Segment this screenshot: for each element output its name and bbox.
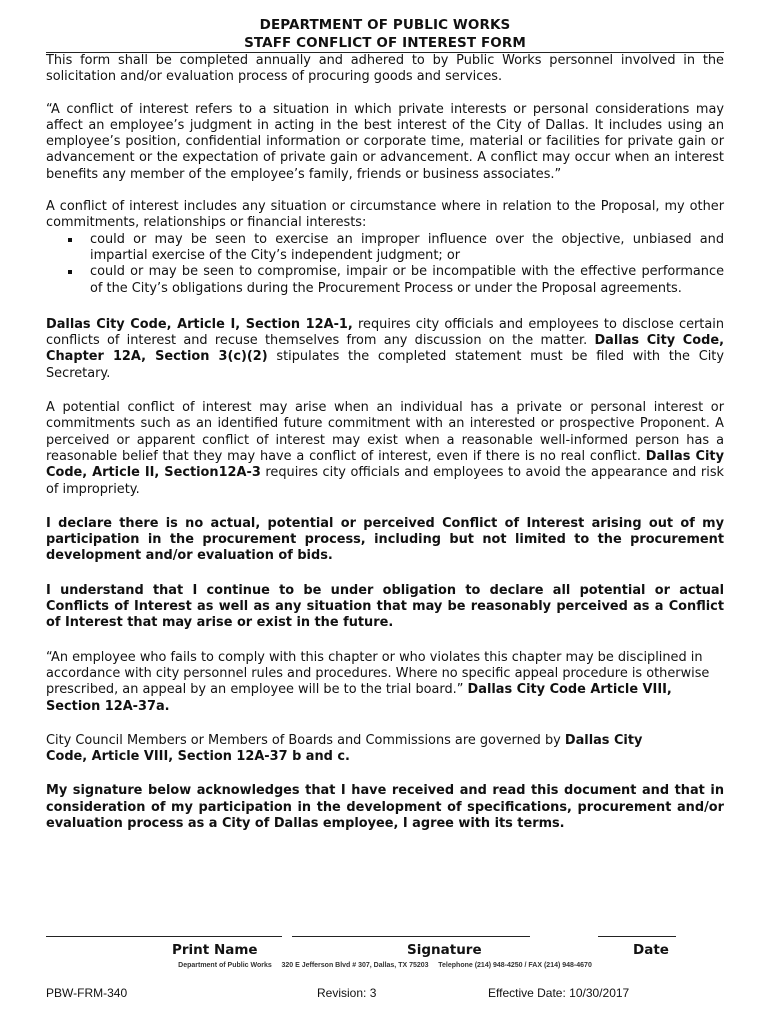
potential-conflict-paragraph: A potential conflict of interest may arise when an individual has a private or personal interest or commitments such as an identified future commitment with an interested or prospective Proponent. A perceived or apparent conflict of interest may exist when a reasonable well-informed person has a reasonable belief that they may have a conflict of interest, even if there is no real conflict. Dallas City Code, Article II, Section12A-3 requires city officials and employees to avoid the appearance and risk of impropriety. — [46, 400, 725, 497]
code-reference: Dallas City Code, Article I, Section 12A-1, — [46, 316, 353, 332]
code-reference: Dallas City Code, Chapter 12A, Section 3(c)(2) — [46, 333, 724, 365]
square-bullet-icon — [68, 238, 72, 242]
code-reference: Dallas City Code, Article VIII, Section 12A-37 b and c. — [46, 732, 643, 765]
penalty-quote: “An employee who fails to comply with this chapter or who violates this chapter may be disciplined in accordance with city personnel rules and procedures. Where no specific appeal procedure is otherwise prescribed, an appeal by an employee will be to the trial board.” Dallas City Code Article VIII, Section 12A-37a. — [46, 649, 710, 714]
bullet-text: could or may be seen to compromise, impair or be incompatible with the effective performance of the City’s obligations during the Procurement Process or under the Proposal agreements. — [90, 264, 724, 296]
obligation-statement: I understand that I continue to be under obligation to declare all potential or actual Conflicts of Interest as well as any situation that may be reasonably perceived as a Conflict of Interest that may arise or exist in the future. — [46, 582, 724, 631]
signature-block — [46, 920, 724, 980]
bullet-item — [46, 264, 724, 297]
department-address: Department of Public Works 320 E Jefferson Blvd # 307, Dallas, TX 75203 Telephone (214) 948-4250 / FAX (214) 948-4670 — [178, 962, 592, 969]
definition-quote: “A conflict of interest refers to a situation in which private interests or personal considerations may affect an employee’s judgment in acting in the best interest of the City of Dallas. It includes using an employee’s position, confidential information or corporate time, material or facilities for private gain or advancement or the expectation of private gain or advancement. A conflict may occur when an interest benefits any member of the employee’s family, friends or business associates.” — [46, 101, 724, 182]
bullet-text: could or may be seen to exercise an improper influence over the objective, unbiased and impartial exercise of the City’s independent judgment; or — [90, 231, 724, 263]
date-line[interactable] — [598, 936, 676, 937]
code-reference: Dallas City Code, Article II, Section12A-3 — [46, 448, 725, 481]
print-name-line[interactable] — [46, 936, 282, 937]
print-name-label: Print Name — [172, 942, 258, 958]
conflict-bullet-list — [46, 232, 724, 297]
effective-date: Effective Date: 10/30/2017 — [488, 986, 630, 1000]
signature-label: Signature — [407, 942, 482, 958]
date-label: Date — [633, 942, 669, 958]
department-title: DEPARTMENT OF PUBLIC WORKS — [259, 17, 511, 33]
signature-line[interactable] — [292, 936, 530, 937]
city-code-paragraph: Dallas City Code, Article I, Section 12A-1, requires city officials and employees to disclose certain conflicts of interest and recuse themselves from any discussion on the matter. Dallas City Code, Chapter 12A, Section 3(c)(2) stipulates the completed statement must be filed with the City Secretary. — [46, 316, 725, 381]
form-page — [46, 16, 724, 832]
bullet-item — [46, 232, 724, 265]
intro-paragraph: This form shall be completed annually and adhered to by Public Works personnel involved in the solicitation and/or evaluation process of procuring goods and services. — [46, 53, 724, 85]
square-bullet-icon — [68, 270, 72, 274]
conflict-includes-paragraph: A conflict of interest includes any situation or circumstance where in relation to the Proposal, my other commitments, relationships or financial interests: — [46, 199, 724, 231]
revision-number: Revision: 3 — [317, 986, 377, 1000]
form-number: PBW-FRM-340 — [46, 986, 128, 1000]
declaration-statement: I declare there is no actual, potential or perceived Conflict of Interest arising out of my participation in the procurement process, including but not limited to the procurement development and/or evaluation of bids. — [46, 515, 724, 564]
council-members-paragraph: City Council Members or Members of Boards and Commissions are governed by Dallas City Code, Article VIII, Section 12A-37 b and c. — [46, 732, 643, 765]
form-title: STAFF CONFLICT OF INTEREST FORM — [244, 35, 526, 51]
acknowledgement-statement: My signature below acknowledges that I have received and read this document and that in consideration of my participation in the development of specifications, procurement and/or evaluation process as a City of Dallas employee, I agree with its terms. — [46, 783, 724, 831]
code-reference: Dallas City Code Article VIII, Section 12A-37a. — [46, 682, 672, 714]
